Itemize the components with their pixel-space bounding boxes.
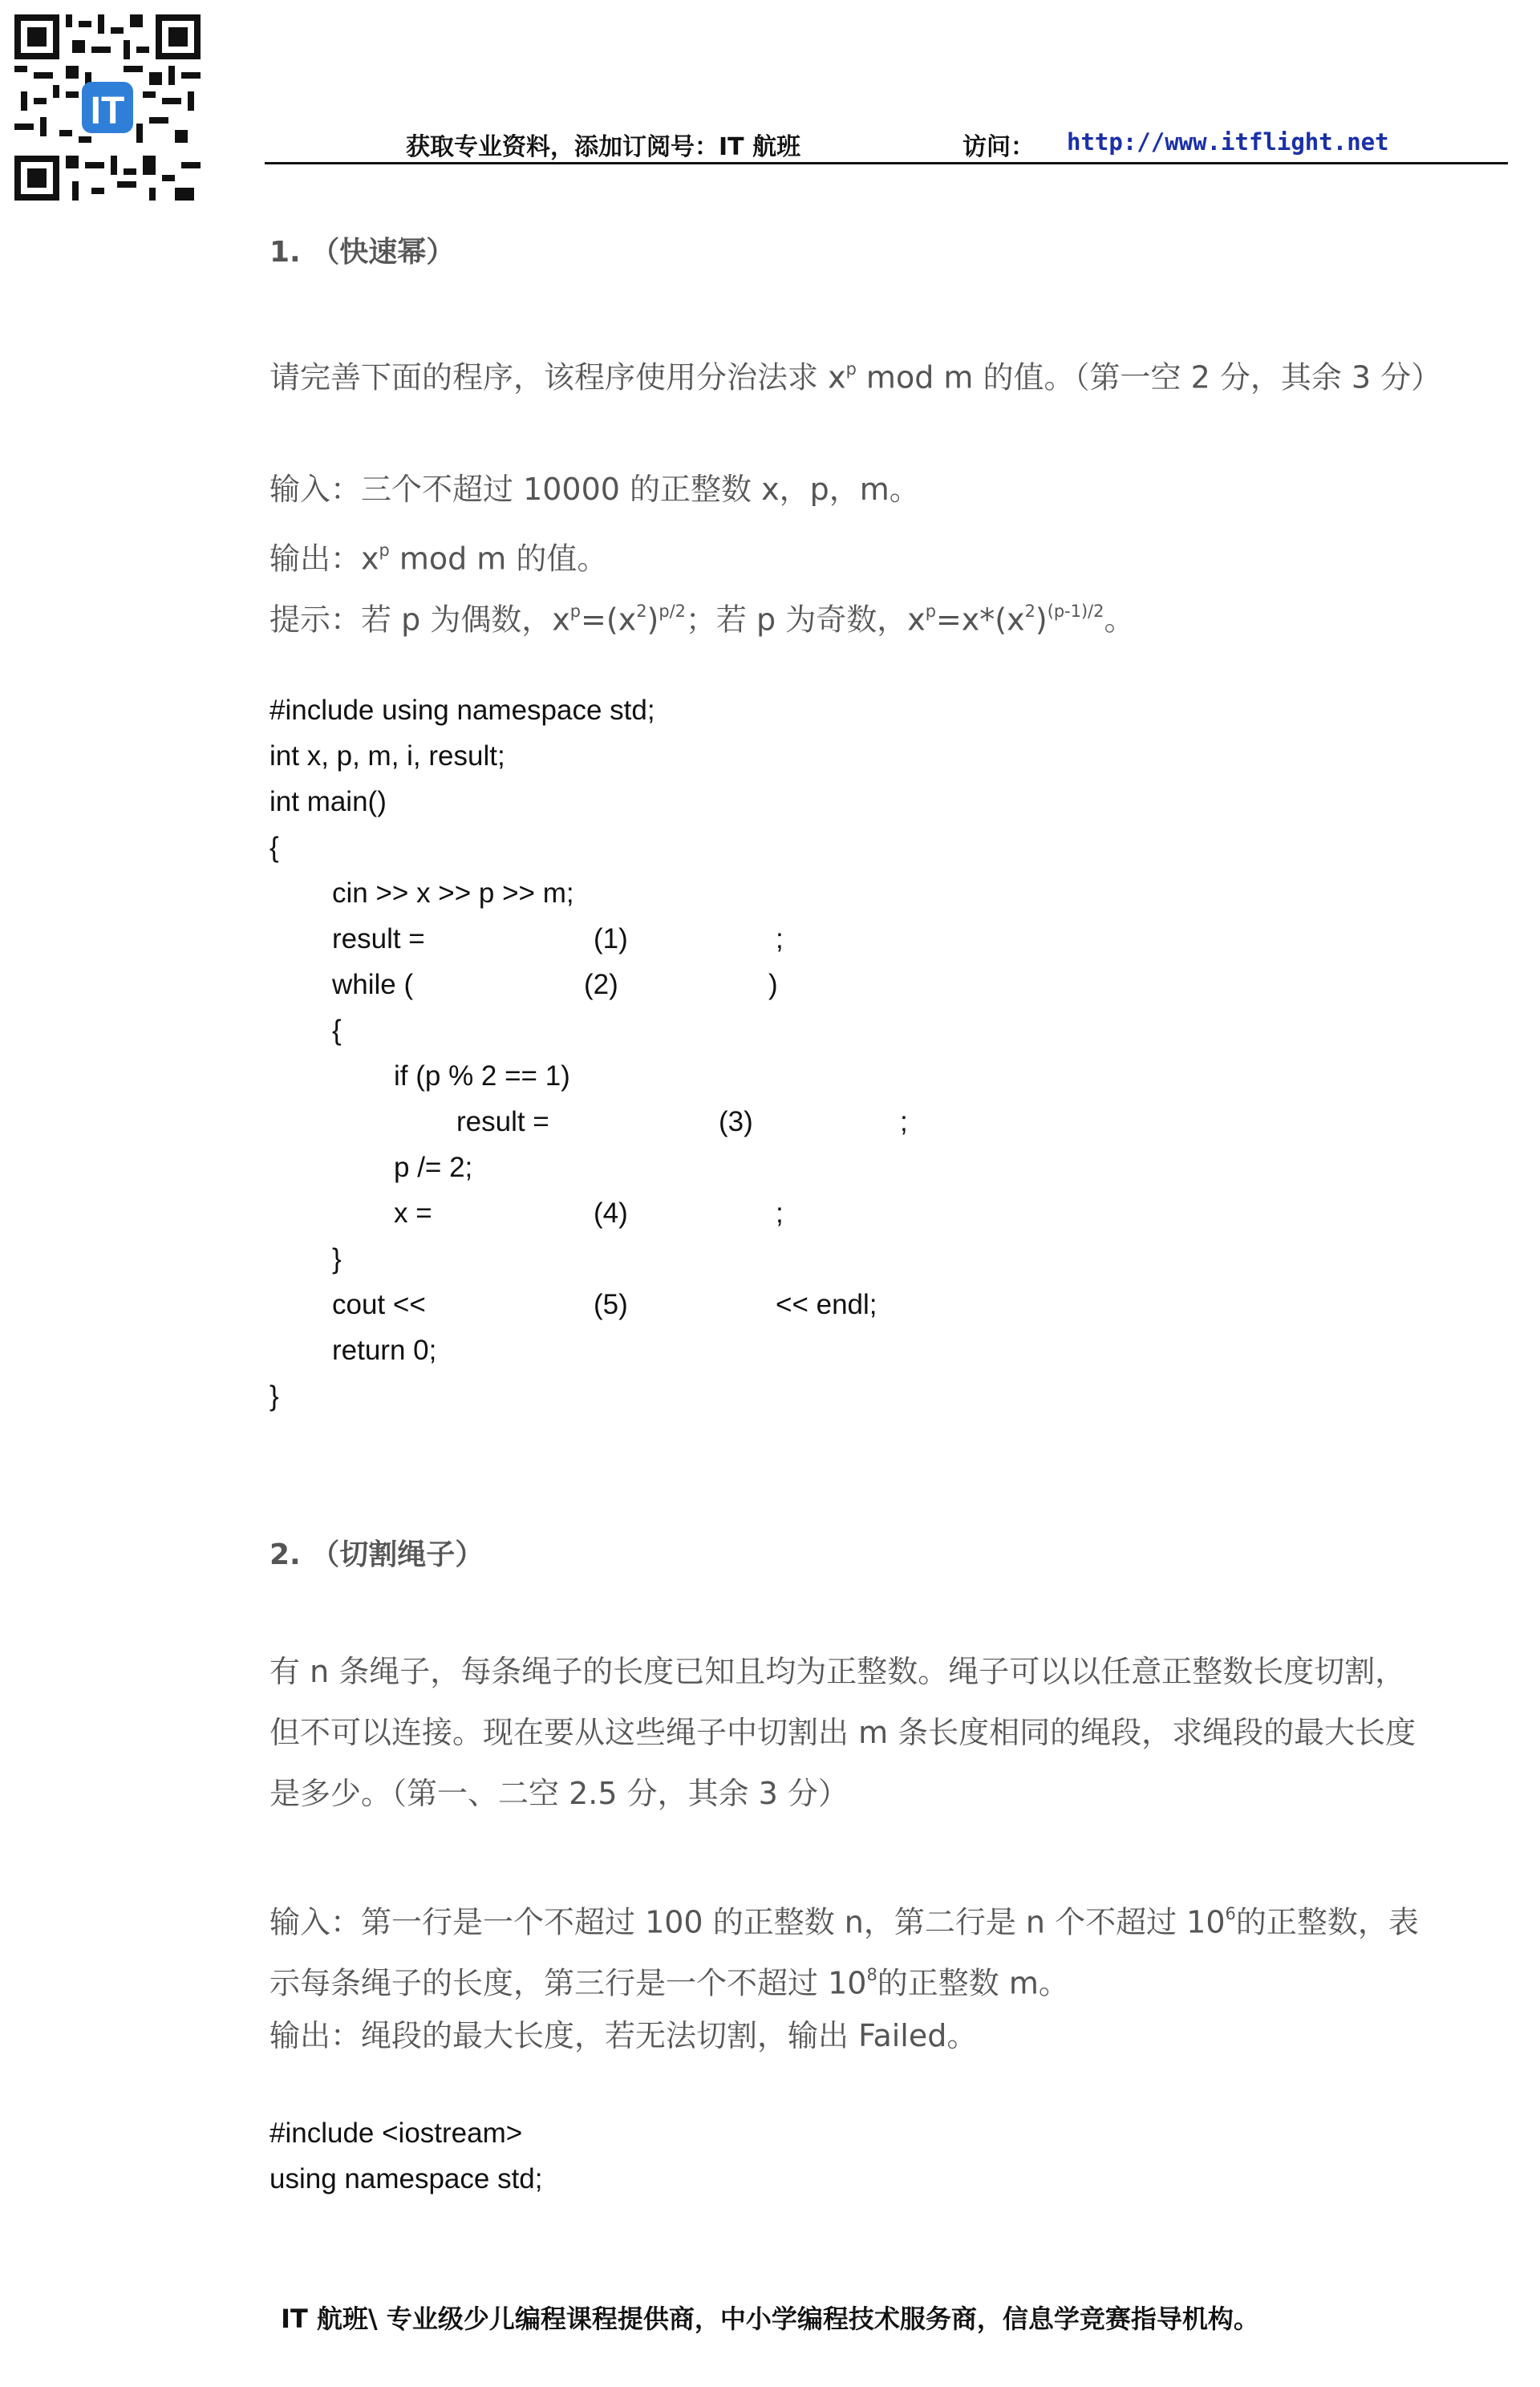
q2-input-spec-line1: 输入：第一行是一个不超过 100 的正整数 n，第二行是 n 个不超过 $10^6$的正整数，表 (270, 1904, 1419, 1940)
code-line: if (p % 2 == 1) (394, 1060, 570, 1092)
code-line: } (332, 1243, 342, 1275)
code-line: x = (394, 1198, 432, 1229)
code-line: cin >> x >> p >> m; (332, 877, 574, 909)
code-line: { (332, 1015, 342, 1046)
q2-title: 2. （切割绳子） (270, 1538, 484, 1571)
code-line: int x, p, m, i, result; (270, 740, 505, 772)
header-subscription-text: 获取专业资料，添加订阅号：IT 航班 (406, 133, 801, 161)
code-line: p /= 2; (394, 1152, 473, 1183)
blank-marker: (3) (719, 1106, 753, 1137)
q2-description-line1: 有 n 条绳子，每条绳子的长度已知且均为正整数。绳子可以以任意正整数长度切割， (270, 1654, 1406, 1689)
code-line: ) (768, 969, 778, 1000)
code-line: } (270, 1380, 279, 1412)
code-line: return 0; (332, 1335, 437, 1366)
code-line: #include using namespace std; (270, 695, 655, 726)
code-line: #include <iostream> (270, 2118, 523, 2149)
code-line: result = (332, 923, 425, 954)
q1-hint: 提示：若 p 为偶数，$x^p=(x^2)^{p/2}$；若 p 为奇数，$x^p=x*(x^2)^{(p-1)/2}$。 (270, 602, 1135, 638)
code-line: ; (776, 1198, 784, 1229)
code-line: << endl; (776, 1289, 877, 1320)
page-footer: IT 航班\ 专业级少儿编程课程提供商，中小学编程技术服务商，信息学竞赛指导机构。 (281, 2304, 1259, 2334)
q1-input-spec: 输入：三个不超过 10000 的正整数 x，p，m。 (270, 472, 920, 507)
header-visit-label: 访问： (962, 133, 1035, 161)
q2-description-line2: 但不可以连接。现在要从这些绳子中切割出 m 条长度相同的绳段，求绳段的最大长度 (270, 1715, 1416, 1750)
code-line: ; (776, 923, 784, 954)
code-line: result = (456, 1106, 549, 1137)
code-line: while ( (332, 969, 414, 1000)
blank-marker: (2) (584, 969, 618, 1000)
q1-title: 1. （快速幂） (270, 236, 456, 269)
code-line: int main() (270, 786, 387, 817)
blank-marker: (4) (594, 1198, 628, 1229)
code-line: using namespace std; (270, 2163, 543, 2194)
q1-description: 请完善下面的程序，该程序使用分治法求 $x^p$ mod m 的值。（第一空 2 分，其余 3 分） (270, 359, 1442, 395)
blank-marker: (5) (594, 1289, 628, 1320)
code-line: ; (900, 1106, 908, 1137)
qr-code (14, 14, 201, 201)
header-url-link[interactable]: http://www.itflight.net (1067, 128, 1389, 156)
q1-output-spec: 输出：$x^p$ mod m 的值。 (270, 541, 608, 577)
code-line: cout << (332, 1289, 426, 1320)
q2-input-spec-line2: 示每条绳子的长度，第三行是一个不超过 $10^8$的正整数 m。 (270, 1965, 1069, 2001)
code-line: { (270, 832, 279, 863)
page-header (265, 120, 1508, 164)
blank-marker: (1) (594, 923, 628, 954)
q2-output-spec: 输出：绳段的最大长度，若无法切割，输出 Failed。 (270, 2018, 978, 2053)
svg-text:IT: IT (90, 90, 125, 132)
q2-description-line3: 是多少。（第一、二空 2.5 分，其余 3 分） (270, 1776, 849, 1811)
